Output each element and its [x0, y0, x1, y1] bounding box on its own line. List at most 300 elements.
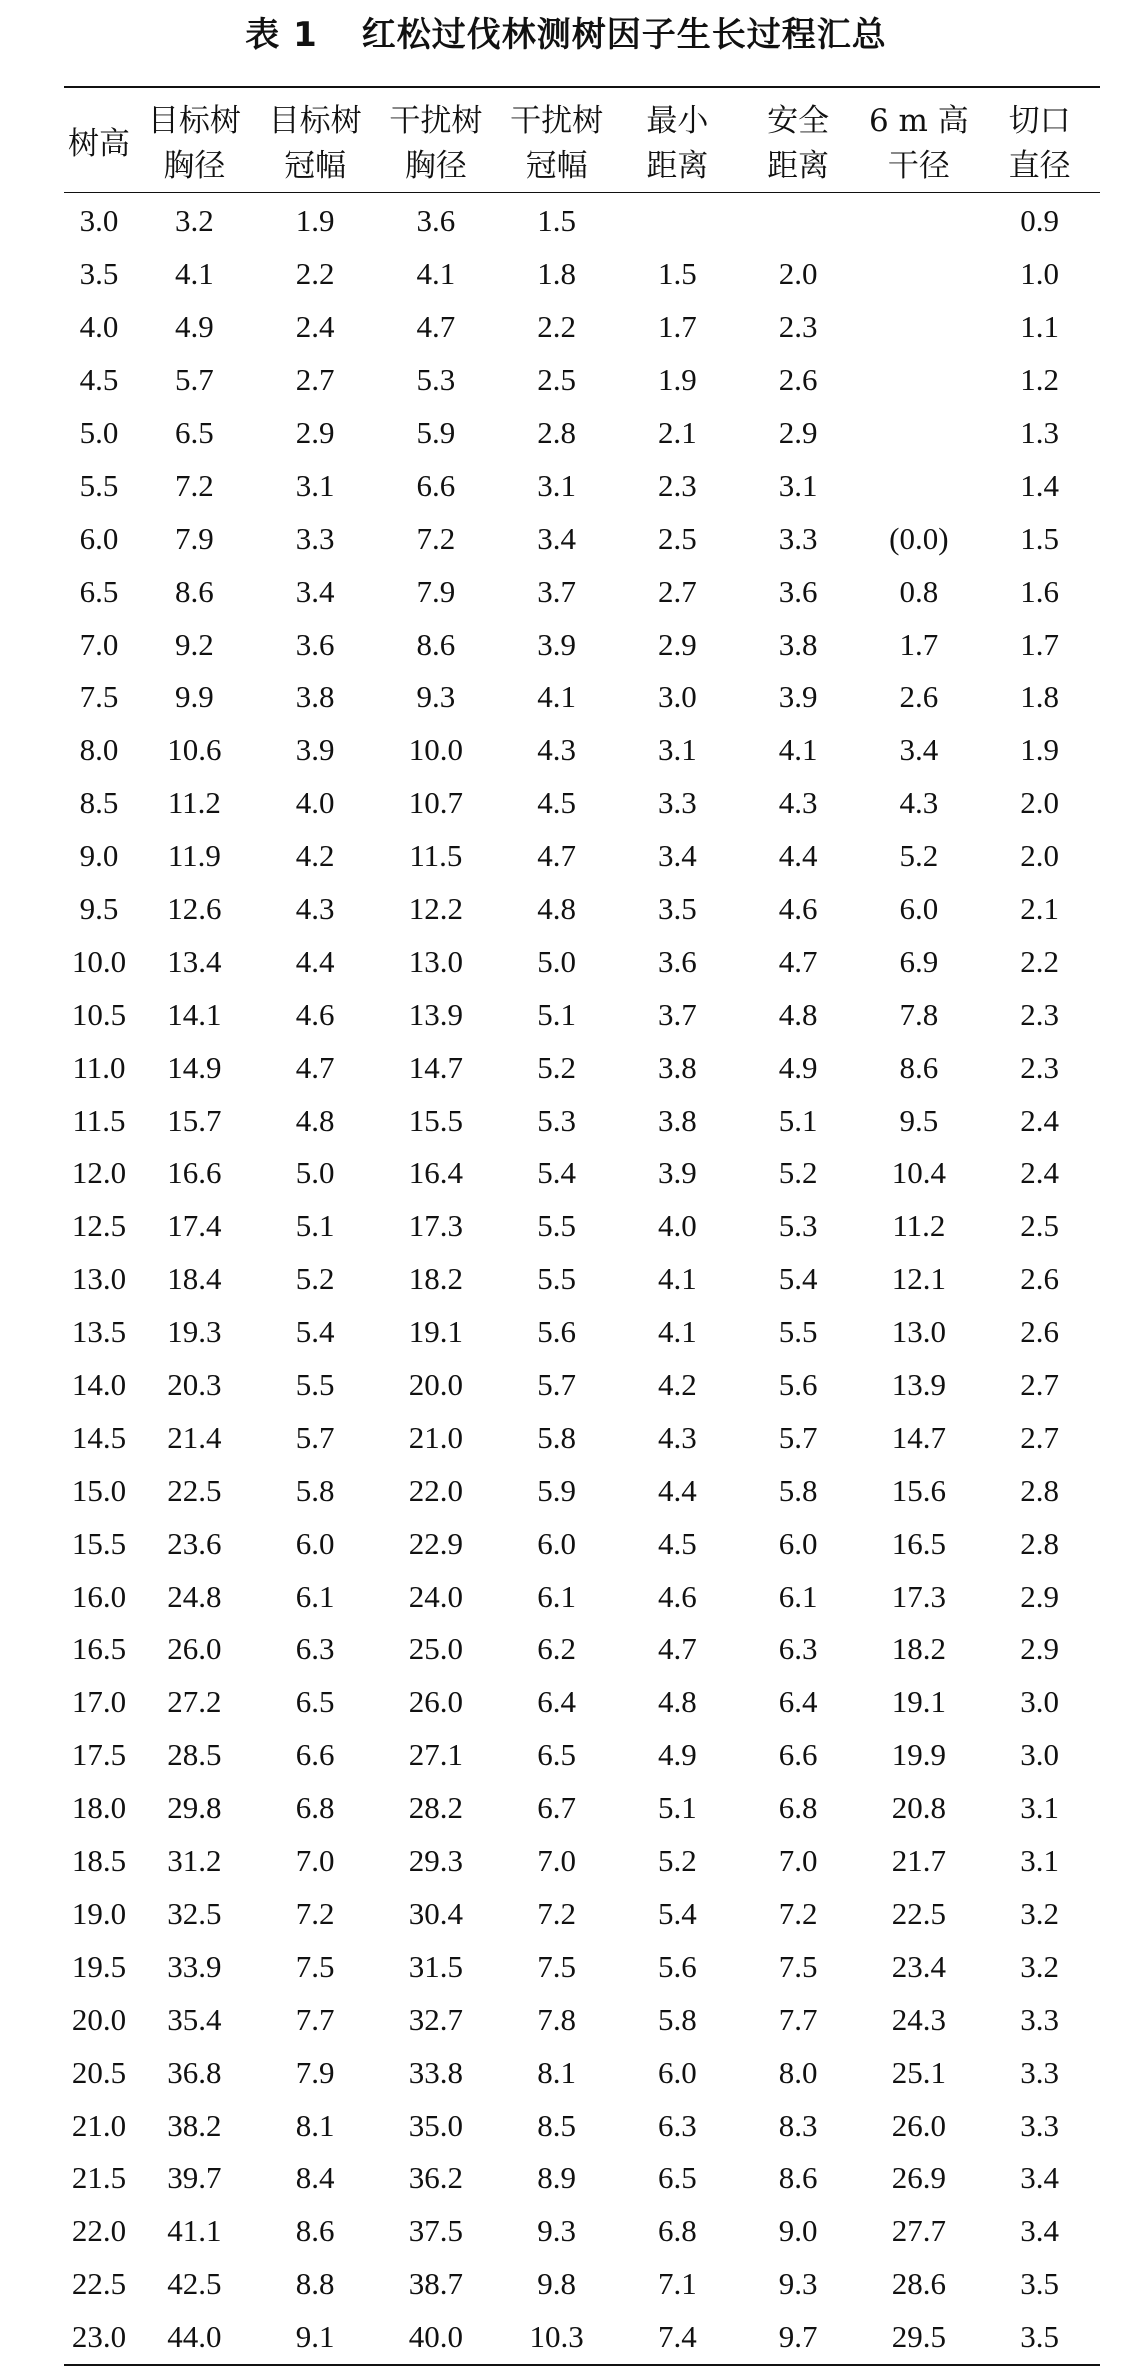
cell-min-distance: 6.8: [658, 2213, 697, 2249]
cell-target-dbh: 38.2: [167, 2107, 222, 2143]
table-row: [64, 671, 1100, 724]
cell-min-distance: 7.1: [658, 2266, 697, 2302]
cell-target-dbh: 24.8: [167, 1578, 222, 1614]
cell-safe-distance: 4.1: [778, 732, 818, 768]
cell-interfere-dbh: 5.3: [416, 362, 456, 398]
cell-interfere-crown: 1.8: [537, 256, 576, 292]
cell-tree-height: 12.5: [71, 1208, 127, 1244]
cell-target-dbh: 5.7: [175, 362, 214, 398]
cell-interfere-dbh: 22.9: [408, 1525, 463, 1561]
cell-interfere-crown: 3.1: [537, 467, 576, 503]
cell-target-dbh: 31.2: [167, 1843, 222, 1879]
cell-cut-diameter: 1.9: [1020, 732, 1059, 768]
table-row: [64, 459, 1100, 512]
cell-target-dbh: 13.4: [167, 943, 222, 979]
cell-target-crown: 8.6: [295, 2213, 335, 2249]
table-row: [64, 1676, 1100, 1729]
header-target-crown-line2: 冠幅: [284, 148, 347, 184]
cell-target-dbh: 27.2: [167, 1684, 222, 1720]
table-row: [64, 1729, 1100, 1782]
header-6m-diameter-line1: 6 m 高: [868, 103, 969, 139]
cell-target-dbh: 4.9: [175, 309, 214, 345]
cell-cut-diameter: 2.8: [1020, 1472, 1059, 1508]
cell-interfere-dbh: 17.3: [408, 1208, 463, 1244]
cell-interfere-dbh: 25.0: [408, 1631, 463, 1667]
cell-target-crown: 5.1: [295, 1208, 335, 1244]
cell-safe-distance: 6.8: [778, 1790, 818, 1826]
cell-interfere-dbh: 14.7: [408, 1049, 463, 1085]
table-row: [64, 1041, 1100, 1094]
cell-target-dbh: 18.4: [167, 1261, 222, 1297]
cell-interfere-crown: 2.2: [537, 309, 576, 345]
cell-interfere-dbh: 31.5: [408, 1948, 463, 1984]
header-row-2: [64, 140, 1100, 193]
cell-tree-height: 8.0: [79, 732, 119, 768]
cell-safe-distance: 6.1: [778, 1578, 818, 1614]
cell-6m-diameter: [859, 459, 980, 512]
cell-target-dbh: 22.5: [167, 1472, 222, 1508]
cell-6m-diameter: 27.7: [891, 2213, 946, 2249]
cell-safe-distance: 5.8: [778, 1472, 818, 1508]
header-target-dbh-line1: 目标树: [147, 103, 241, 139]
cell-6m-diameter: [859, 193, 980, 248]
cell-6m-diameter: 2.6: [899, 679, 939, 715]
cell-target-crown: 7.2: [295, 1895, 335, 1931]
cell-target-dbh: 4.1: [175, 256, 214, 292]
cell-target-dbh: 6.5: [175, 415, 214, 450]
cell-interfere-dbh: 10.0: [408, 732, 463, 768]
cell-6m-diameter: 9.5: [899, 1102, 939, 1138]
cell-tree-height: 13.0: [71, 1261, 127, 1297]
cell-interfere-dbh: 26.0: [408, 1684, 463, 1720]
cell-target-crown: 6.5: [295, 1684, 335, 1720]
cell-target-crown: 5.7: [295, 1419, 335, 1455]
cell-interfere-crown: 6.7: [537, 1790, 576, 1826]
header-min-distance-line2: 距离: [646, 148, 709, 184]
cell-target-crown: 4.4: [295, 943, 335, 979]
cell-interfere-crown: 3.4: [537, 520, 576, 556]
cell-cut-diameter: 3.3: [1020, 2054, 1059, 2090]
cell-interfere-dbh: 15.5: [408, 1102, 463, 1138]
table-row: [64, 830, 1100, 883]
cell-interfere-dbh: 37.5: [408, 2213, 463, 2249]
table-caption: 红松过伐林测树因子生长过程汇总: [361, 15, 887, 55]
cell-min-distance: 5.8: [658, 2001, 697, 2037]
cell-target-crown: 4.8: [295, 1102, 335, 1138]
header-cut-diameter-line2: 直径: [1008, 148, 1071, 184]
cell-min-distance: [617, 193, 738, 248]
cell-target-crown: 1.9: [295, 203, 335, 239]
cell-interfere-crown: 5.2: [537, 1049, 576, 1085]
cell-min-distance: 5.2: [658, 1843, 697, 1879]
cell-cut-diameter: 3.3: [1020, 2107, 1059, 2143]
cell-interfere-crown: 6.2: [537, 1631, 576, 1667]
cell-cut-diameter: 1.6: [1020, 573, 1059, 609]
cell-cut-diameter: 2.4: [1020, 1102, 1059, 1138]
cell-interfere-dbh: 16.4: [408, 1155, 463, 1191]
table-row: [64, 988, 1100, 1041]
cell-cut-diameter: 3.4: [1020, 2213, 1059, 2249]
cell-min-distance: 3.9: [658, 1155, 697, 1191]
cell-cut-diameter: 1.1: [1020, 309, 1059, 345]
cell-interfere-dbh: 20.0: [408, 1367, 463, 1403]
cell-target-crown: 4.6: [295, 996, 335, 1032]
cell-safe-distance: 3.8: [778, 626, 818, 662]
cell-min-distance: 3.7: [658, 996, 697, 1032]
cell-6m-diameter: 13.9: [891, 1367, 946, 1403]
cell-min-distance: 3.5: [658, 891, 697, 927]
cell-tree-height: 14.0: [71, 1367, 127, 1403]
cell-interfere-dbh: 19.1: [408, 1314, 463, 1350]
cell-6m-diameter: 18.2: [891, 1631, 946, 1667]
cell-target-crown: 8.1: [295, 2107, 335, 2143]
cell-target-dbh: 20.3: [167, 1367, 222, 1403]
cell-tree-height: 18.0: [71, 1790, 127, 1826]
cell-cut-diameter: 2.9: [1020, 1578, 1059, 1614]
cell-6m-diameter: 26.9: [891, 2160, 946, 2196]
cell-target-dbh: 7.9: [175, 520, 214, 556]
cell-min-distance: 4.9: [658, 1737, 697, 1773]
cell-cut-diameter: 2.7: [1020, 1419, 1059, 1455]
cell-6m-diameter: [859, 354, 980, 407]
cell-tree-height: 17.5: [71, 1737, 127, 1773]
cell-interfere-dbh: 7.9: [416, 573, 456, 609]
cell-min-distance: 4.6: [658, 1578, 697, 1614]
cell-target-crown: 5.5: [295, 1367, 335, 1403]
cell-safe-distance: 5.1: [778, 1102, 818, 1138]
table-row: [64, 193, 1100, 248]
cell-target-dbh: 32.5: [167, 1895, 222, 1931]
cell-min-distance: 3.6: [658, 943, 697, 979]
table-row: [64, 1517, 1100, 1570]
cell-interfere-crown: 5.5: [537, 1208, 576, 1244]
header-min-distance-line1: 最小: [646, 103, 709, 139]
cell-interfere-crown: 8.5: [537, 2107, 576, 2143]
cell-interfere-dbh: 4.7: [416, 309, 456, 345]
cell-cut-diameter: 2.6: [1020, 1314, 1059, 1350]
table-row: [64, 1940, 1100, 1993]
table-row: [64, 1411, 1100, 1464]
cell-target-crown: 5.4: [295, 1314, 335, 1350]
header-interfere-dbh-line2: 胸径: [404, 148, 467, 184]
cell-target-dbh: 16.6: [167, 1155, 222, 1191]
cell-cut-diameter: 2.9: [1020, 1631, 1059, 1667]
cell-target-dbh: 14.9: [167, 1049, 222, 1085]
cell-target-crown: 6.0: [295, 1525, 335, 1561]
cell-target-dbh: 39.7: [167, 2160, 222, 2196]
cell-min-distance: 3.1: [658, 732, 697, 768]
cell-min-distance: 4.5: [658, 1525, 697, 1561]
cell-tree-height: 21.0: [71, 2107, 127, 2143]
cell-tree-height: 9.5: [79, 891, 119, 927]
cell-target-crown: 2.7: [295, 362, 335, 398]
cell-tree-height: 8.5: [79, 785, 119, 821]
cell-interfere-crown: 4.3: [537, 732, 576, 768]
cell-interfere-dbh: 36.2: [408, 2160, 463, 2196]
cell-tree-height: 21.5: [71, 2160, 127, 2196]
cell-cut-diameter: 2.8: [1020, 1525, 1059, 1561]
cell-tree-height: 10.0: [71, 943, 127, 979]
table-row: [64, 618, 1100, 671]
cell-6m-diameter: 5.2: [899, 838, 939, 874]
cell-6m-diameter: 8.6: [899, 1049, 939, 1085]
cell-target-crown: 5.2: [295, 1261, 335, 1297]
cell-target-dbh: 19.3: [167, 1314, 222, 1350]
cell-interfere-crown: 5.4: [537, 1155, 576, 1191]
cell-tree-height: 20.5: [71, 2054, 127, 2090]
cell-6m-diameter: 13.0: [891, 1314, 946, 1350]
cell-cut-diameter: 2.2: [1020, 943, 1059, 979]
cell-interfere-crown: 9.8: [537, 2266, 576, 2302]
cell-interfere-crown: 5.0: [537, 943, 576, 979]
cell-min-distance: 3.0: [658, 679, 697, 715]
cell-target-dbh: 33.9: [167, 1948, 222, 1984]
cell-cut-diameter: 3.3: [1020, 2001, 1059, 2037]
table-row: [64, 1835, 1100, 1888]
table-row: [64, 301, 1100, 354]
cell-tree-height: 9.0: [79, 838, 119, 874]
cell-target-dbh: 36.8: [167, 2054, 222, 2090]
cell-cut-diameter: 3.1: [1020, 1843, 1059, 1879]
cell-interfere-crown: 4.7: [537, 838, 576, 874]
cell-safe-distance: 4.7: [778, 943, 818, 979]
cell-target-crown: 4.7: [295, 1049, 335, 1085]
cell-6m-diameter: 26.0: [891, 2107, 946, 2143]
cell-6m-diameter: 19.1: [891, 1684, 946, 1720]
cell-cut-diameter: 2.3: [1020, 996, 1059, 1032]
cell-safe-distance: 6.3: [778, 1631, 818, 1667]
cell-target-dbh: 9.2: [175, 626, 214, 662]
header-row-1: [64, 87, 1100, 140]
table-row: [64, 354, 1100, 407]
cell-target-dbh: 11.9: [167, 838, 221, 874]
cell-target-dbh: 42.5: [167, 2266, 222, 2302]
table-row: [64, 724, 1100, 777]
cell-target-dbh: 9.9: [175, 679, 214, 715]
cell-safe-distance: 7.2: [778, 1895, 818, 1931]
cell-interfere-crown: 7.2: [537, 1895, 576, 1931]
cell-safe-distance: 3.3: [778, 520, 818, 556]
cell-tree-height: 15.0: [71, 1472, 127, 1508]
header-target-crown-line1: 目标树: [268, 103, 362, 139]
cell-tree-height: 16.0: [71, 1578, 127, 1614]
table-row: [64, 2152, 1100, 2205]
cell-min-distance: 6.3: [658, 2107, 697, 2143]
table-header: [64, 87, 1100, 193]
cell-tree-height: 6.5: [79, 573, 119, 609]
cell-6m-diameter: [859, 248, 980, 301]
cell-cut-diameter: 1.2: [1020, 362, 1059, 398]
cell-cut-diameter: 3.0: [1020, 1684, 1059, 1720]
cell-interfere-dbh: 11.5: [409, 838, 463, 874]
cell-target-dbh: 15.7: [167, 1102, 222, 1138]
cell-min-distance: 1.9: [658, 362, 697, 398]
cell-target-crown: 6.1: [295, 1578, 335, 1614]
cell-cut-diameter: 2.0: [1020, 785, 1059, 821]
cell-interfere-crown: 5.8: [537, 1419, 576, 1455]
cell-min-distance: 4.3: [658, 1419, 697, 1455]
cell-6m-diameter: 10.4: [891, 1155, 946, 1191]
cell-safe-distance: 4.4: [778, 838, 818, 874]
cell-interfere-crown: 1.5: [537, 203, 576, 239]
cell-tree-height: 5.5: [79, 467, 119, 503]
cell-interfere-crown: 6.5: [537, 1737, 576, 1773]
cell-interfere-dbh: 18.2: [408, 1261, 463, 1297]
header-6m-diameter-line2: 干径: [887, 148, 950, 184]
cell-6m-diameter: [859, 407, 980, 460]
cell-target-crown: 8.4: [295, 2160, 335, 2196]
cell-target-dbh: 28.5: [167, 1737, 222, 1773]
cell-interfere-dbh: 3.6: [416, 203, 456, 239]
cell-tree-height: 4.5: [79, 362, 119, 398]
table-title: [0, 10, 1132, 60]
cell-6m-diameter: (0.0): [889, 520, 949, 556]
cell-target-crown: 3.4: [295, 573, 335, 609]
cell-target-crown: 7.5: [295, 1948, 335, 1984]
cell-target-dbh: 44.0: [167, 2319, 222, 2355]
cell-target-dbh: 41.1: [167, 2213, 222, 2249]
cell-target-crown: 7.0: [295, 1843, 335, 1879]
cell-interfere-crown: 5.1: [537, 996, 576, 1032]
table-row: [64, 1200, 1100, 1253]
header-safe-distance-line2: 距离: [767, 148, 830, 184]
cell-target-crown: 4.2: [295, 838, 335, 874]
cell-target-dbh: 10.6: [167, 732, 222, 768]
cell-6m-diameter: 21.7: [891, 1843, 946, 1879]
cell-safe-distance: 4.8: [778, 996, 818, 1032]
cell-interfere-dbh: 30.4: [408, 1895, 463, 1931]
cell-interfere-crown: 2.5: [537, 362, 576, 398]
table-row: [64, 1993, 1100, 2046]
cell-tree-height: 15.5: [71, 1525, 127, 1561]
cell-interfere-crown: 3.9: [537, 626, 576, 662]
cell-interfere-dbh: 6.6: [416, 467, 456, 503]
cell-safe-distance: 4.9: [778, 1049, 818, 1085]
table-body: [64, 193, 1100, 2365]
cell-target-crown: 4.3: [295, 891, 335, 927]
cell-6m-diameter: 23.4: [891, 1948, 946, 1984]
cell-6m-diameter: 24.3: [891, 2001, 946, 2037]
cell-target-dbh: 29.8: [167, 1790, 222, 1826]
cell-tree-height: 13.5: [71, 1314, 127, 1350]
cell-6m-diameter: 3.4: [899, 732, 939, 768]
cell-6m-diameter: 6.0: [899, 891, 939, 927]
cell-interfere-crown: 5.5: [537, 1261, 576, 1297]
cell-cut-diameter: 3.1: [1020, 1790, 1059, 1826]
cell-target-crown: 6.3: [295, 1631, 335, 1667]
cell-interfere-dbh: 9.3: [416, 679, 456, 715]
cell-target-crown: 3.1: [295, 467, 335, 503]
cell-safe-distance: 5.3: [778, 1208, 818, 1244]
cell-tree-height: 18.5: [71, 1843, 127, 1879]
cell-tree-height: 7.5: [79, 679, 119, 715]
cell-min-distance: 1.5: [658, 256, 697, 292]
cell-safe-distance: 6.0: [778, 1525, 818, 1561]
cell-interfere-crown: 5.9: [537, 1472, 576, 1508]
cell-safe-distance: 9.3: [778, 2266, 818, 2302]
cell-6m-diameter: 28.6: [891, 2266, 946, 2302]
table-row: [64, 2099, 1100, 2152]
cell-tree-height: 11.5: [72, 1102, 126, 1138]
cell-target-dbh: 21.4: [167, 1419, 222, 1455]
cell-interfere-crown: 3.7: [537, 573, 576, 609]
cell-safe-distance: 3.6: [778, 573, 818, 609]
table-row: [64, 1094, 1100, 1147]
cell-target-dbh: 26.0: [167, 1631, 222, 1667]
cell-tree-height: 16.5: [71, 1631, 127, 1667]
cell-safe-distance: 4.6: [778, 891, 818, 927]
cell-min-distance: 5.1: [658, 1790, 697, 1826]
cell-cut-diameter: 1.0: [1020, 256, 1059, 292]
cell-target-crown: 4.0: [295, 785, 335, 821]
cell-safe-distance: 2.9: [778, 415, 818, 450]
cell-safe-distance: 9.7: [778, 2319, 818, 2355]
cell-cut-diameter: 2.4: [1020, 1155, 1059, 1191]
table-row: [64, 1623, 1100, 1676]
cell-min-distance: 4.4: [658, 1472, 697, 1508]
cell-cut-diameter: 3.2: [1020, 1895, 1059, 1931]
cell-min-distance: 2.1: [658, 415, 697, 450]
cell-interfere-crown: 4.8: [537, 891, 576, 927]
cell-safe-distance: 3.9: [778, 679, 818, 715]
cell-6m-diameter: 0.8: [899, 573, 939, 609]
table-row: [64, 1464, 1100, 1517]
cell-cut-diameter: 1.7: [1020, 626, 1059, 662]
cell-safe-distance: 7.7: [778, 2001, 818, 2037]
cell-interfere-dbh: 13.9: [408, 996, 463, 1032]
cell-target-dbh: 12.6: [167, 891, 222, 927]
cell-interfere-crown: 5.3: [537, 1102, 576, 1138]
cell-6m-diameter: 16.5: [891, 1525, 946, 1561]
table-row: [64, 407, 1100, 460]
cell-interfere-dbh: 21.0: [408, 1419, 463, 1455]
table-row: [64, 2205, 1100, 2258]
header-safe-distance-line1: 安全: [767, 103, 830, 139]
cell-tree-height: 19.0: [71, 1895, 127, 1931]
table-row: [64, 1359, 1100, 1412]
cell-tree-height: 22.5: [71, 2266, 127, 2302]
cell-target-crown: 7.7: [295, 2001, 335, 2037]
cell-target-dbh: 11.2: [167, 785, 221, 821]
cell-safe-distance: 9.0: [778, 2213, 818, 2249]
cell-target-crown: 2.4: [295, 309, 335, 345]
cell-safe-distance: 2.3: [778, 309, 818, 345]
table-row: [64, 1306, 1100, 1359]
cell-6m-diameter: 29.5: [891, 2319, 946, 2355]
cell-6m-diameter: 19.9: [891, 1737, 946, 1773]
cell-tree-height: 3.0: [79, 203, 119, 239]
cell-cut-diameter: 2.0: [1020, 838, 1059, 874]
cell-safe-distance: [738, 193, 859, 248]
cell-interfere-dbh: 33.8: [408, 2054, 463, 2090]
table-row: [64, 935, 1100, 988]
table-row: [64, 1147, 1100, 1200]
cell-interfere-crown: 8.1: [537, 2054, 576, 2090]
cell-6m-diameter: 22.5: [891, 1895, 946, 1931]
cell-6m-diameter: 6.9: [899, 943, 939, 979]
cell-tree-height: 4.0: [79, 309, 119, 345]
cell-6m-diameter: 14.7: [891, 1419, 946, 1455]
cell-6m-diameter: 15.6: [891, 1472, 946, 1508]
cell-min-distance: 4.0: [658, 1208, 697, 1244]
cell-tree-height: 6.0: [79, 520, 119, 556]
cell-min-distance: 2.5: [658, 520, 697, 556]
table-row: [64, 883, 1100, 936]
cell-target-crown: 3.3: [295, 520, 335, 556]
cell-min-distance: 2.7: [658, 573, 697, 609]
cell-tree-height: 19.5: [71, 1948, 127, 1984]
cell-min-distance: 6.5: [658, 2160, 697, 2196]
